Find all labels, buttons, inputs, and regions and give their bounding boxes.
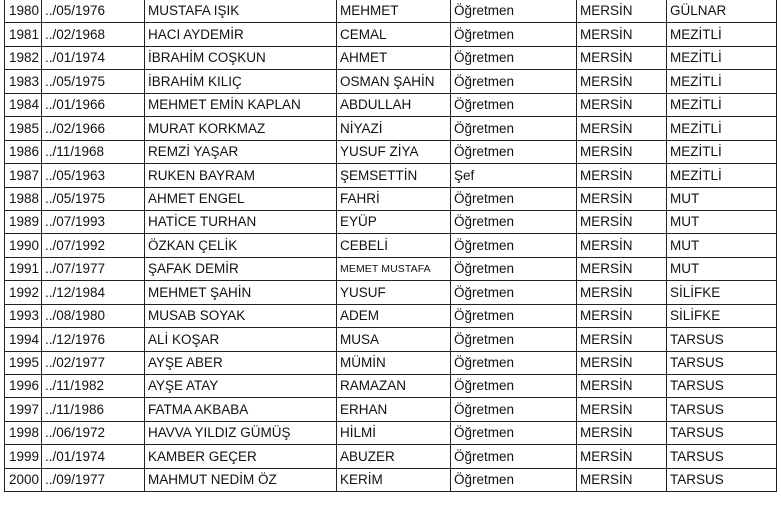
father-name-cell: AHMET (337, 46, 451, 69)
birth-date-cell: ../01/1974 (42, 46, 145, 69)
title-cell: Şef (451, 164, 577, 187)
birth-date-cell: ../12/1976 (42, 328, 145, 351)
full-name-cell: AYŞE ABER (145, 351, 337, 374)
province-cell: MERSİN (577, 70, 667, 93)
full-name-cell: MEHMET EMİN KAPLAN (145, 93, 337, 116)
title-cell: Öğretmen (451, 304, 577, 327)
title-cell: Öğretmen (451, 445, 577, 468)
province-cell: MERSİN (577, 187, 667, 210)
province-cell: MERSİN (577, 468, 667, 491)
full-name-cell: ALİ KOŞAR (145, 328, 337, 351)
birth-date-cell: ../12/1984 (42, 281, 145, 304)
row-number-cell: 1992 (5, 281, 42, 304)
father-name-cell: ABUZER (337, 445, 451, 468)
full-name-cell: REMZİ YAŞAR (145, 140, 337, 163)
birth-date-cell: ../11/1968 (42, 140, 145, 163)
province-cell: MERSİN (577, 164, 667, 187)
title-cell: Öğretmen (451, 93, 577, 116)
district-cell: TARSUS (667, 398, 777, 421)
province-cell: MERSİN (577, 328, 667, 351)
table-row (5, 328, 777, 351)
full-name-cell: HATİCE TURHAN (145, 210, 337, 233)
title-cell: Öğretmen (451, 375, 577, 398)
table-row (5, 23, 777, 46)
full-name-cell: MUSTAFA IŞIK (145, 0, 337, 23)
birth-date-cell: ../05/1963 (42, 164, 145, 187)
row-number-cell: 1997 (5, 398, 42, 421)
row-number-cell: 1985 (5, 117, 42, 140)
row-number-cell: 1991 (5, 257, 42, 280)
table-row (5, 468, 777, 491)
district-cell: MEZİTLİ (667, 164, 777, 187)
table-row (5, 234, 777, 257)
district-cell: MEZİTLİ (667, 93, 777, 116)
table-row (5, 117, 777, 140)
full-name-cell: KAMBER GEÇER (145, 445, 337, 468)
title-cell: Öğretmen (451, 398, 577, 421)
table-body (5, 0, 777, 492)
full-name-cell: MEHMET ŞAHİN (145, 281, 337, 304)
father-name-cell: OSMAN ŞAHİN (337, 70, 451, 93)
table-row (5, 46, 777, 69)
title-cell: Öğretmen (451, 117, 577, 140)
district-cell: SİLİFKE (667, 304, 777, 327)
row-number-cell: 1998 (5, 421, 42, 444)
table-row (5, 70, 777, 93)
full-name-cell: FATMA AKBABA (145, 398, 337, 421)
birth-date-cell: ../09/1977 (42, 468, 145, 491)
table-row (5, 0, 777, 23)
row-number-cell: 1989 (5, 210, 42, 233)
father-name-cell: HİLMİ (337, 421, 451, 444)
row-number-cell: 1984 (5, 93, 42, 116)
father-name-cell: EYÜP (337, 210, 451, 233)
full-name-cell: RUKEN BAYRAM (145, 164, 337, 187)
full-name-cell: AHMET ENGEL (145, 187, 337, 210)
full-name-cell: HAVVA YILDIZ GÜMÜŞ (145, 421, 337, 444)
row-number-cell: 1993 (5, 304, 42, 327)
row-number-cell: 1999 (5, 445, 42, 468)
district-cell: MUT (667, 187, 777, 210)
table-row (5, 398, 777, 421)
table-row (5, 257, 777, 280)
father-name-cell: RAMAZAN (337, 375, 451, 398)
father-name-cell: MÜMİN (337, 351, 451, 374)
row-number-cell: 1982 (5, 46, 42, 69)
row-number-cell: 1981 (5, 23, 42, 46)
title-cell: Öğretmen (451, 421, 577, 444)
district-cell: TARSUS (667, 375, 777, 398)
father-name-cell: CEMAL (337, 23, 451, 46)
full-name-cell: MUSAB SOYAK (145, 304, 337, 327)
table-row (5, 187, 777, 210)
table-row (5, 93, 777, 116)
title-cell: Öğretmen (451, 328, 577, 351)
district-cell: TARSUS (667, 328, 777, 351)
birth-date-cell: ../11/1982 (42, 375, 145, 398)
personnel-table (4, 0, 777, 492)
province-cell: MERSİN (577, 23, 667, 46)
table-row (5, 281, 777, 304)
title-cell: Öğretmen (451, 23, 577, 46)
full-name-cell: MAHMUT NEDİM ÖZ (145, 468, 337, 491)
table-row (5, 210, 777, 233)
title-cell: Öğretmen (451, 140, 577, 163)
document-table-container (4, 0, 776, 492)
father-name-cell: ABDULLAH (337, 93, 451, 116)
birth-date-cell: ../01/1974 (42, 445, 145, 468)
birth-date-cell: ../05/1975 (42, 70, 145, 93)
full-name-cell: MURAT KORKMAZ (145, 117, 337, 140)
father-name-cell: MUSA (337, 328, 451, 351)
district-cell: TARSUS (667, 351, 777, 374)
district-cell: TARSUS (667, 468, 777, 491)
title-cell: Öğretmen (451, 0, 577, 23)
table-row (5, 351, 777, 374)
title-cell: Öğretmen (451, 351, 577, 374)
province-cell: MERSİN (577, 234, 667, 257)
province-cell: MERSİN (577, 351, 667, 374)
father-name-cell: CEBELİ (337, 234, 451, 257)
birth-date-cell: ../02/1966 (42, 117, 145, 140)
district-cell: TARSUS (667, 421, 777, 444)
province-cell: MERSİN (577, 140, 667, 163)
district-cell: MEZİTLİ (667, 140, 777, 163)
title-cell: Öğretmen (451, 187, 577, 210)
full-name-cell: İBRAHİM COŞKUN (145, 46, 337, 69)
province-cell: MERSİN (577, 46, 667, 69)
row-number-cell: 1986 (5, 140, 42, 163)
father-name-cell: ADEM (337, 304, 451, 327)
father-name-cell: MEHMET (337, 0, 451, 23)
row-number-cell: 1996 (5, 375, 42, 398)
row-number-cell: 1988 (5, 187, 42, 210)
title-cell: Öğretmen (451, 46, 577, 69)
father-name-cell: YUSUF (337, 281, 451, 304)
district-cell: MEZİTLİ (667, 117, 777, 140)
row-number-cell: 2000 (5, 468, 42, 491)
row-number-cell: 1994 (5, 328, 42, 351)
father-name-cell: FAHRİ (337, 187, 451, 210)
birth-date-cell: ../02/1968 (42, 23, 145, 46)
district-cell: GÜLNAR (667, 0, 777, 23)
province-cell: MERSİN (577, 445, 667, 468)
district-cell: MUT (667, 210, 777, 233)
table-row (5, 164, 777, 187)
birth-date-cell: ../07/1993 (42, 210, 145, 233)
birth-date-cell: ../01/1966 (42, 93, 145, 116)
father-name-cell: ERHAN (337, 398, 451, 421)
district-cell: MEZİTLİ (667, 23, 777, 46)
title-cell: Öğretmen (451, 257, 577, 280)
row-number-cell: 1983 (5, 70, 42, 93)
row-number-cell: 1987 (5, 164, 42, 187)
father-name-cell: ŞEMSETTİN (337, 164, 451, 187)
province-cell: MERSİN (577, 375, 667, 398)
title-cell: Öğretmen (451, 70, 577, 93)
table-row (5, 304, 777, 327)
birth-date-cell: ../05/1976 (42, 0, 145, 23)
district-cell: MUT (667, 234, 777, 257)
full-name-cell: HACI AYDEMİR (145, 23, 337, 46)
province-cell: MERSİN (577, 398, 667, 421)
full-name-cell: ŞAFAK DEMİR (145, 257, 337, 280)
district-cell: TARSUS (667, 445, 777, 468)
province-cell: MERSİN (577, 93, 667, 116)
table-row (5, 375, 777, 398)
row-number-cell: 1980 (5, 0, 42, 23)
full-name-cell: AYŞE ATAY (145, 375, 337, 398)
table-row (5, 140, 777, 163)
province-cell: MERSİN (577, 0, 667, 23)
province-cell: MERSİN (577, 210, 667, 233)
father-name-cell: KERİM (337, 468, 451, 491)
province-cell: MERSİN (577, 117, 667, 140)
district-cell: MUT (667, 257, 777, 280)
full-name-cell: İBRAHİM KILIÇ (145, 70, 337, 93)
birth-date-cell: ../08/1980 (42, 304, 145, 327)
row-number-cell: 1995 (5, 351, 42, 374)
district-cell: MEZİTLİ (667, 46, 777, 69)
title-cell: Öğretmen (451, 210, 577, 233)
row-number-cell: 1990 (5, 234, 42, 257)
province-cell: MERSİN (577, 281, 667, 304)
table-row (5, 421, 777, 444)
birth-date-cell: ../07/1992 (42, 234, 145, 257)
father-name-cell: NİYAZİ (337, 117, 451, 140)
district-cell: MEZİTLİ (667, 70, 777, 93)
birth-date-cell: ../05/1975 (42, 187, 145, 210)
table-row (5, 445, 777, 468)
province-cell: MERSİN (577, 304, 667, 327)
province-cell: MERSİN (577, 257, 667, 280)
father-name-cell: MEMET MUSTAFA (337, 257, 451, 280)
title-cell: Öğretmen (451, 281, 577, 304)
birth-date-cell: ../11/1986 (42, 398, 145, 421)
birth-date-cell: ../07/1977 (42, 257, 145, 280)
full-name-cell: ÖZKAN ÇELİK (145, 234, 337, 257)
title-cell: Öğretmen (451, 468, 577, 491)
birth-date-cell: ../02/1977 (42, 351, 145, 374)
title-cell: Öğretmen (451, 234, 577, 257)
father-name-cell: YUSUF ZİYA (337, 140, 451, 163)
district-cell: SİLİFKE (667, 281, 777, 304)
birth-date-cell: ../06/1972 (42, 421, 145, 444)
province-cell: MERSİN (577, 421, 667, 444)
